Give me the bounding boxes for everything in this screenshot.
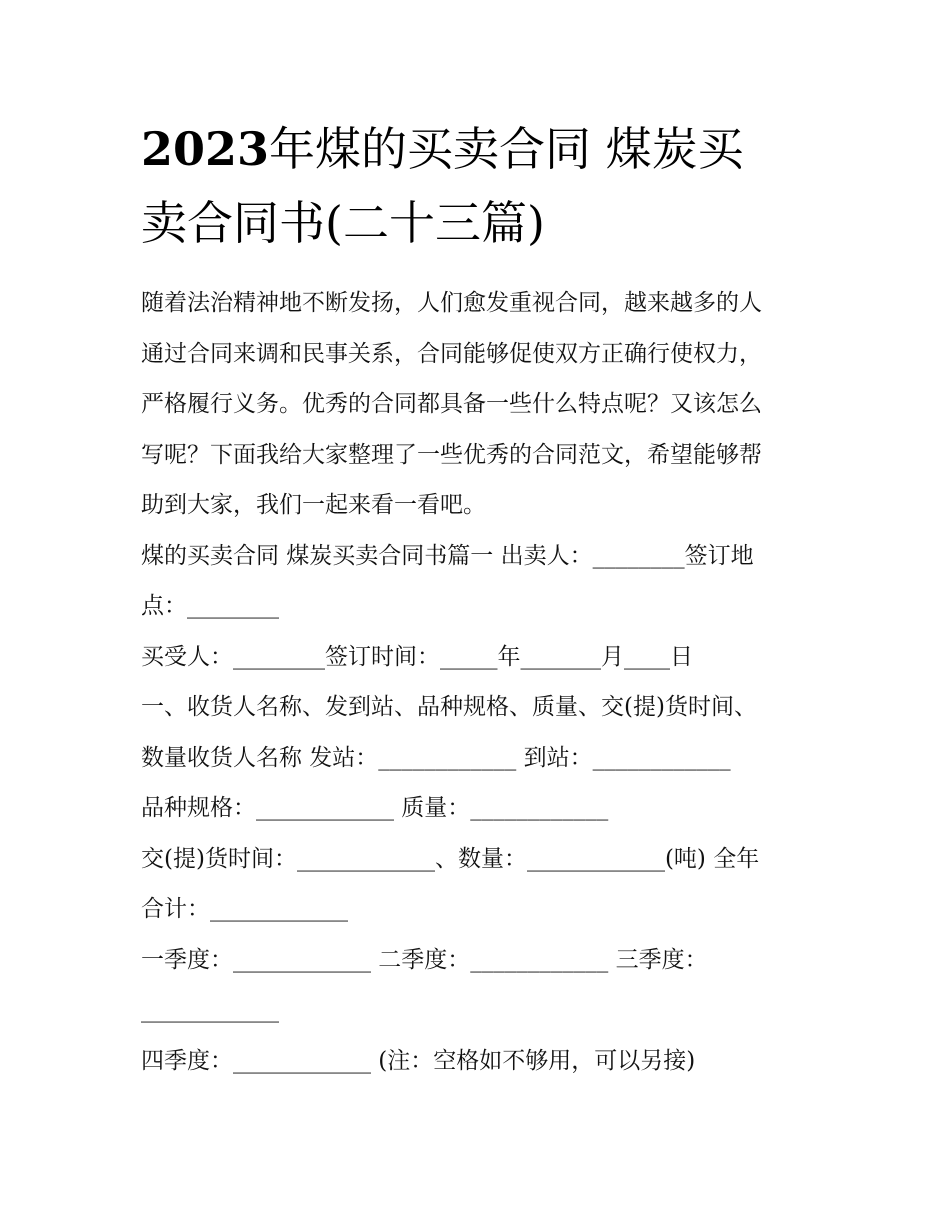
text-line: 四季度：____________ (注：空格如不够用，可以另接) xyxy=(141,1047,696,1074)
document-title xyxy=(141,112,821,260)
text-line: 助到大家，我们一起来看一看吧。 xyxy=(141,492,486,518)
text-line: 买受人：________签订时间：_____年_______月____日 xyxy=(141,643,693,670)
text-line: 品种规格：____________ 质量：____________ xyxy=(141,795,609,821)
text-line: 一季度：____________ 二季度：____________ 三季度： xyxy=(141,946,708,973)
text-line: 随着法治精神地不断发扬，人们愈发重视合同，越来越多的人 xyxy=(141,290,762,316)
text-line: 数量收货人名称 发站：____________ 到站：____________ xyxy=(141,744,731,771)
text-line: 煤的买卖合同 煤炭买卖合同书篇一 出卖人：________签订地 xyxy=(141,542,754,569)
title-year: 2023 xyxy=(141,122,270,176)
text-line: 一、收货人名称、发到站、品种规格、质量、交(提)货时间、 xyxy=(141,694,757,720)
text-line: 交(提)货时间：____________、数量：____________(吨) 全年 xyxy=(141,845,760,872)
text-line: 点：________ xyxy=(141,593,279,619)
title-line-2: 卖合同书(二十三篇) xyxy=(141,196,545,250)
text-line: ____________ xyxy=(141,997,279,1023)
document-body xyxy=(141,278,821,1086)
text-line: 合计：____________ xyxy=(141,896,348,922)
title-line-1: 年煤的买卖合同 煤炭买 xyxy=(269,122,744,176)
text-line: 通过合同来调和民事关系，合同能够促使双方正确行使权力， xyxy=(141,340,762,367)
text-line: 严格履行义务。优秀的合同都具备一些什么特点呢？又该怎么 xyxy=(141,391,762,417)
text-line: 写呢？下面我给大家整理了一些优秀的合同范文，希望能够帮 xyxy=(141,441,762,468)
document-page xyxy=(141,112,821,1086)
